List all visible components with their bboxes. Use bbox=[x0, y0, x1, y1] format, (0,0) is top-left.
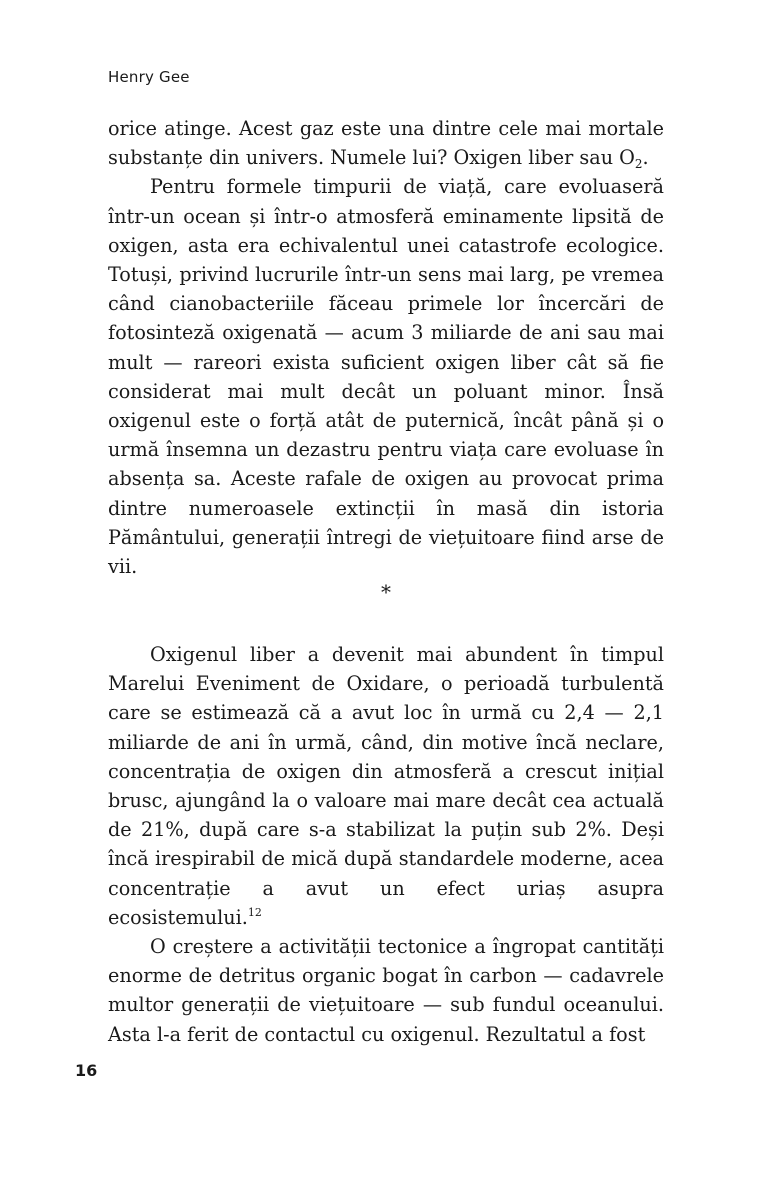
paragraph-text: Oxigenul liber a devenit mai abundent în timpul Marelui Eveniment de Oxidare, o perioadă turbulentă care se estimează că a avut loc în urmă cu 2,4 — 2,1 miliarde de ani în urmă, când, din motive încă neclare, concentrația de oxigen din atmosferă a crescut inițial brusc, ajungând la o valoare mai mare decât cea actuală de 21%, după care s-a stabilizat la puțin sub 2%. Deși încă irespirabil de mică după standardele moderne, acea concentrație a avut un efect uriaș asupra ecosistemului. bbox=[108, 643, 664, 929]
paragraph bbox=[108, 114, 664, 172]
section-separator: * bbox=[381, 580, 391, 604]
footnote-marker: 12 bbox=[247, 905, 262, 919]
paragraph-text: . bbox=[642, 146, 649, 170]
text-block-bottom bbox=[108, 640, 664, 1049]
paragraph-text: orice atinge. Acest gaz este una dintre cele mai mortale substanțe din univers. Numele lui? Oxigen liber sau O bbox=[108, 117, 664, 170]
text-block-top bbox=[108, 114, 664, 581]
paragraph: Pentru formele timpurii de viață, care evoluaseră într-un ocean și într-o atmosferă eminamente lipsită de oxigen, asta era echivalentul unei catastrofe ecologice. Totuși, privind lucrurile într-un sens mai larg, pe vremea când cianobacteriile făceau primele lor încercări de fotosinteză oxigenată — acum 3 miliarde de ani sau mai mult — rareori exista suficient oxigen liber cât să fie considerat mai mult decât un poluant minor. Însă oxigenul este o forță atât de puternică, încât până și o urmă însemna un dezastru pentru viața care evoluase în absența sa. Aceste rafale de oxigen au provocat prima dintre numeroasele extincții în masă din istoria Pământului, generații întregi de viețuitoare fiind arse de vii. bbox=[108, 175, 664, 579]
paragraph bbox=[108, 640, 664, 932]
page-number: 16 bbox=[75, 1061, 98, 1080]
running-head-author: Henry Gee bbox=[108, 68, 190, 86]
subscript: 2 bbox=[634, 157, 643, 172]
paragraph: O creștere a activității tectonice a îngropat cantități enorme de detritus organic bogat în carbon — cadavrele multor generații de viețuitoare — sub fundul oceanului. Asta l-a ferit de contactul cu oxigenul. Rezultatul a fost bbox=[108, 935, 664, 1046]
